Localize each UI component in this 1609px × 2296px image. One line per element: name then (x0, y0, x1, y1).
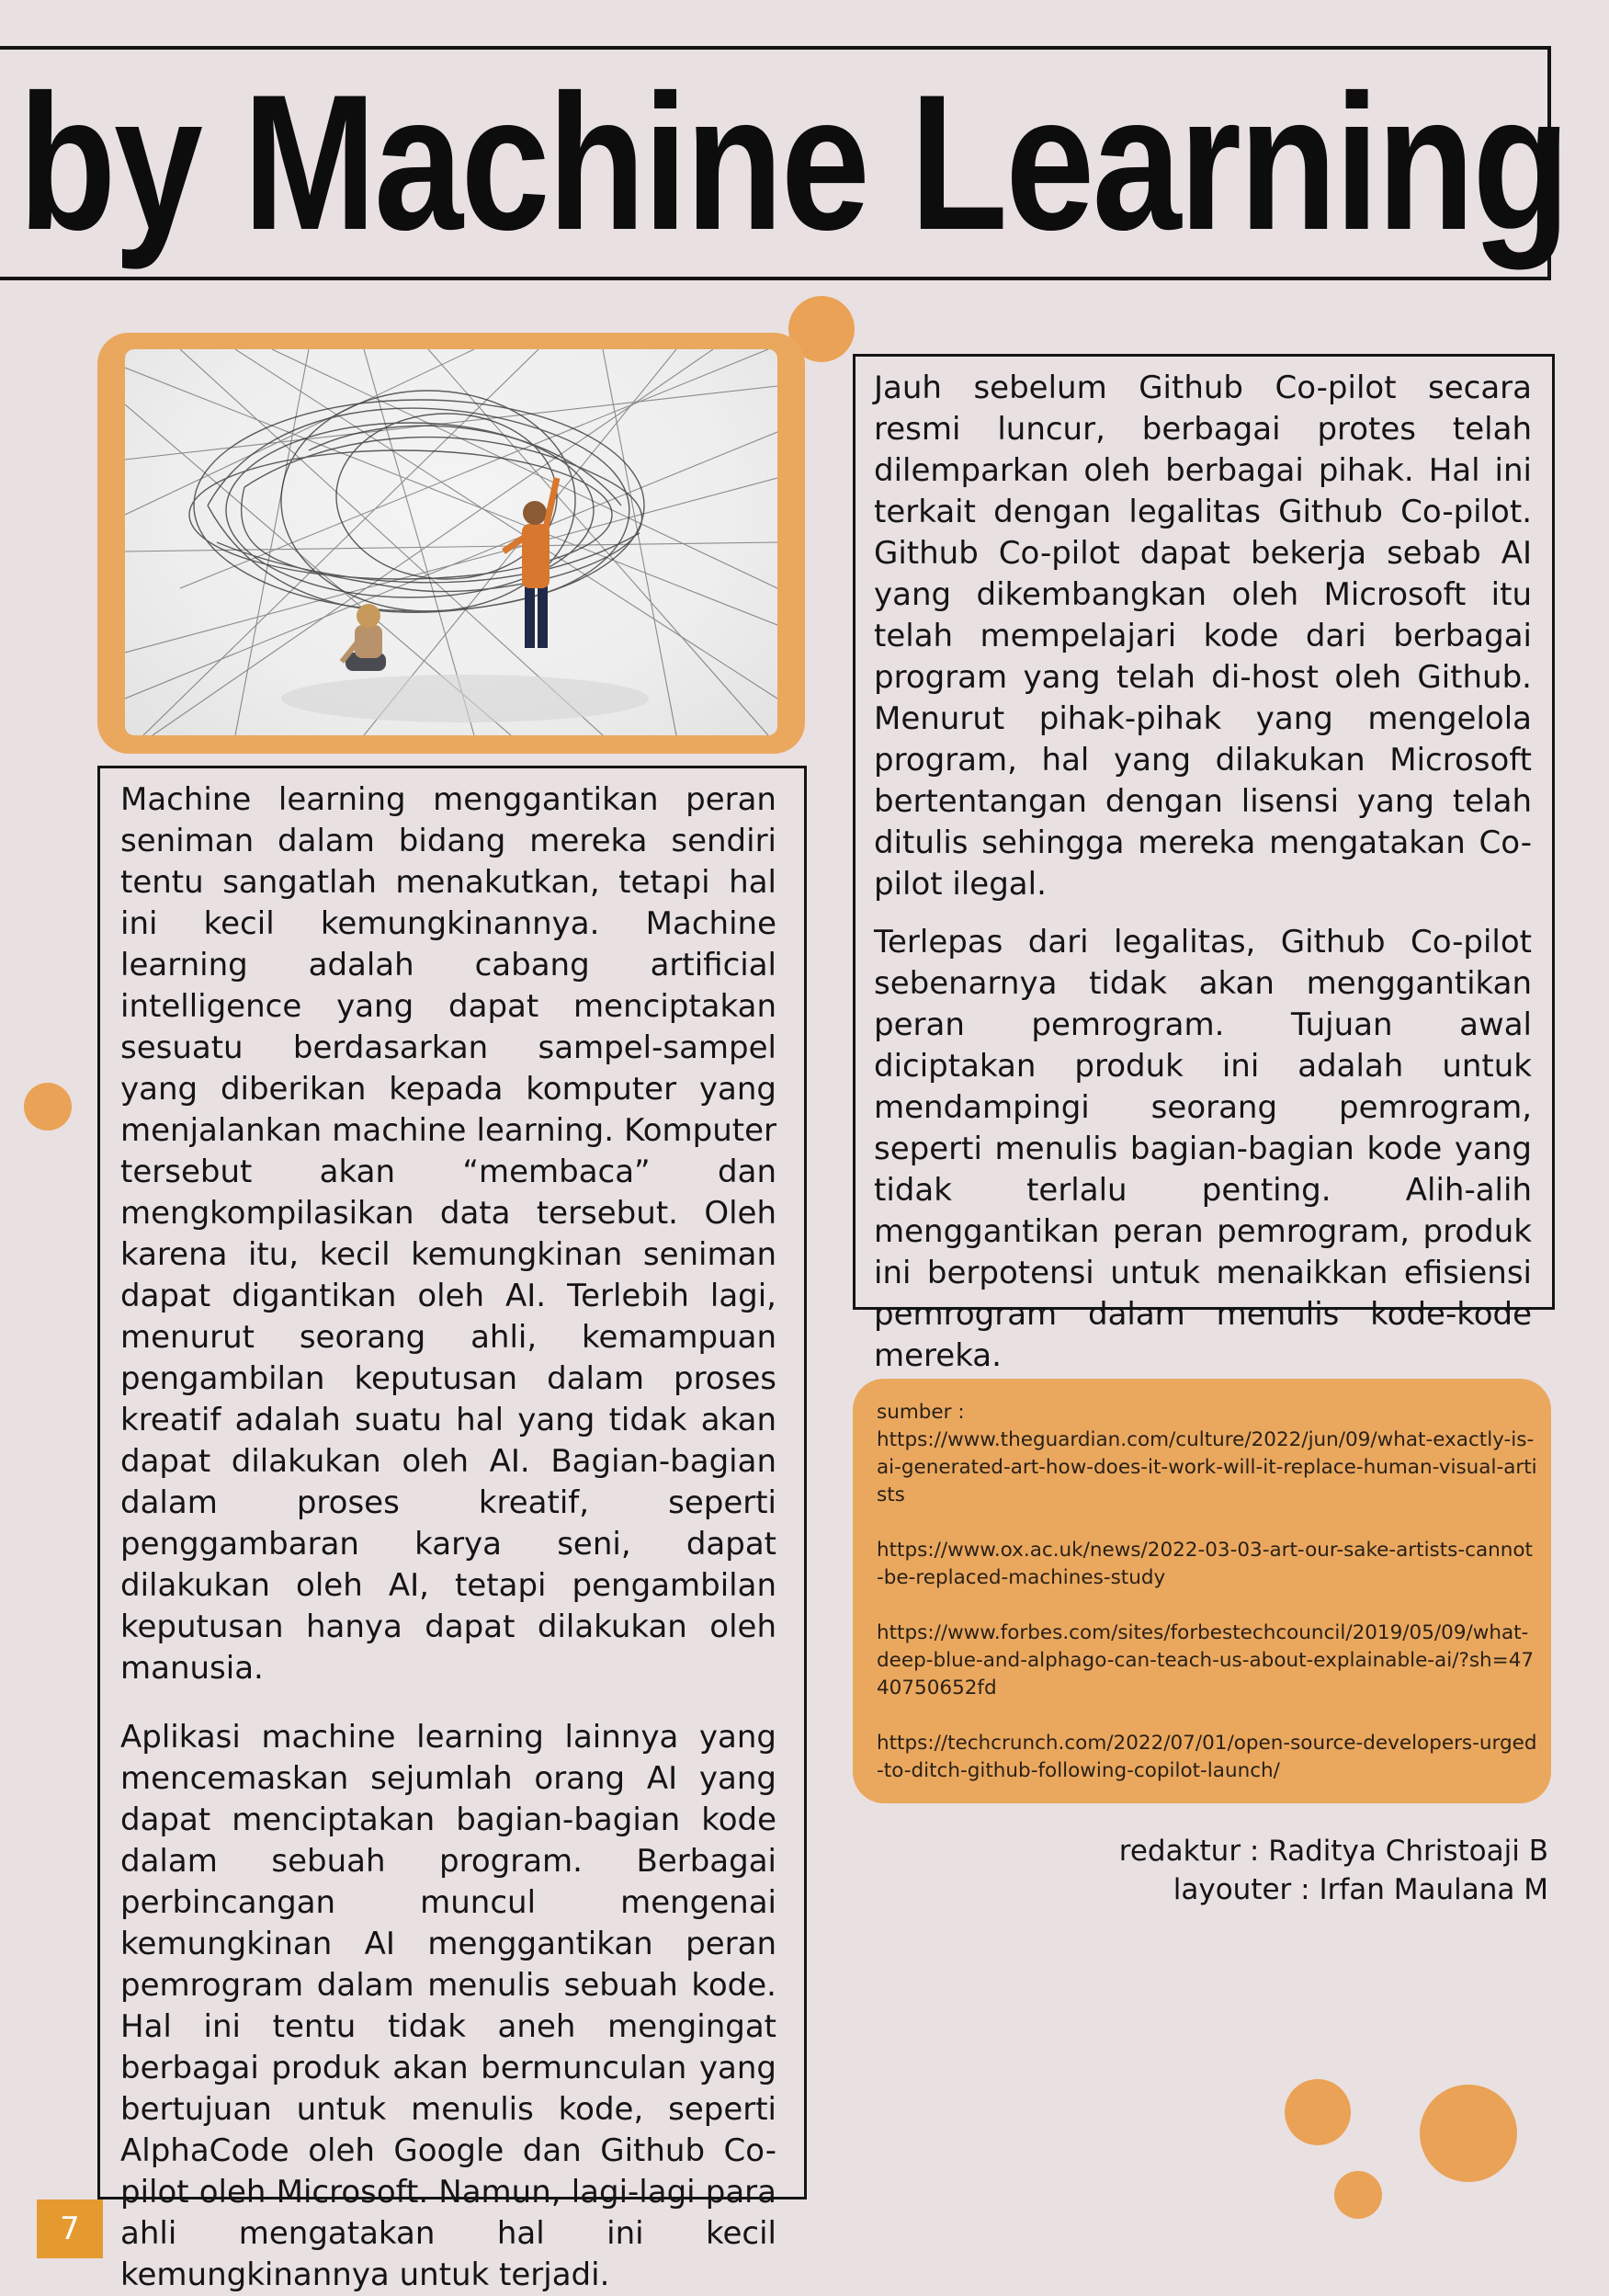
body-paragraph: Machine learning menggantikan peran seniman dalam bidang mereka sendiri tentu sangatlah menakutkan, tetapi hal ini kecil kemungkinannya. Machine learning adalah cabang artificial intelligence yang dapat menciptakan sesuatu berdasarkan sampel-sampel yang diberikan kepada komputer yang menjalankan machine learning. Komputer tersebut akan “membaca” dan mengkompilasikan data tersebut. Oleh karena itu, kecil kemungkinan seniman dapat digantikan oleh AI. Terlebih lagi, menurut seorang ahli, kemampuan pengambilan keputusan dalam proses kreatif adalah suatu hal yang tidak akan dapat dilakukan oleh AI. Bagian-bagian dalam proses kreatif, seperti penggambaran karya seni, dapat dilakukan oleh AI, tetapi pengambilan keputusan hanya dapat dilakukan oleh manusia. (120, 781, 776, 1687)
left-column-text (97, 766, 807, 2293)
source-link[interactable]: https://www.ox.ac.uk/news/2022-03-03-art-our-sake-artists-cannot-be-replaced-machines-study (877, 1539, 1533, 1589)
sources-label: sumber : (877, 1401, 965, 1424)
art-installation-photo (125, 349, 777, 735)
decorative-dot (24, 1083, 72, 1131)
body-paragraph: Terlepas dari legalitas, Github Co-pilot sebenarnya tidak akan menggantikan peran pemrogram. Tujuan awal diciptakan produk ini adalah untuk mendampingi seorang pemrogram, seperti menulis bagian-bagian kode yang tidak terlalu penting. Alih-alih menggantikan peran pemrogram, produk ini berpotensi untuk menaikkan efisiensi pemrogram dalam menulis kode-kode mereka. (874, 924, 1532, 1374)
editor-credit: redaktur : Raditya Christoaji B (1118, 1835, 1548, 1868)
string-web-illustration (125, 349, 777, 735)
child-sitting (342, 604, 386, 671)
photo-frame (97, 333, 805, 754)
body-paragraph: Jauh sebelum Github Co-pilot secara resmi luncur, berbagai protes telah dilemparkan oleh berbagai pihak. Hal ini terkait dengan legalitas Github Co-pilot. Github Co-pilot dapat bekerja sebab AI yang dikembangkan oleh Microsoft itu telah mempelajari kode dari berbagai program yang telah di-host oleh Github. Menurut pihak-pihak yang mengelola program, hal yang dilakukan Microsoft bertentangan dengan lisensi yang telah ditulis sehingga mereka mengatakan Co-pilot ilegal. (874, 369, 1532, 903)
credits (997, 1832, 1548, 1909)
sources-box (853, 1379, 1551, 1803)
decorative-dot (1334, 2171, 1382, 2219)
source-link[interactable]: https://techcrunch.com/2022/07/01/open-source-developers-urged-to-ditch-github-following-copilot-launch/ (877, 1732, 1537, 1782)
source-link[interactable]: https://www.forbes.com/sites/forbestechcouncil/2019/05/09/what-deep-blue-and-alphago-can-teach-us-about-explainable-ai/?sh=4740750652fd (877, 1621, 1535, 1699)
page-title: by Machine Learning (18, 54, 1569, 270)
source-link[interactable]: https://www.theguardian.com/culture/2022/jun/09/what-exactly-is-ai-generated-art-how-does-it-work-will-it-replace-human-visual-artists (877, 1428, 1537, 1506)
body-paragraph: Aplikasi machine learning lainnya yang mencemaskan sejumlah orang AI yang dapat menciptakan bagian-bagian kode dalam sebuah program. Berbagai perbincangan muncul mengenai kemungkinan AI menggantikan peran pemrogram dalam menulis sebuah kode. Hal ini tentu tidak aneh mengingat berbagai produk akan bermunculan yang bertujuan untuk menulis kode, seperti AlphaCode oleh Google dan Github Co-pilot oleh Microsoft. Namun, lagi-lagi para ahli mengatakan hal ini kecil kemungkinannya untuk terjadi. (120, 1719, 776, 2293)
page-number: 7 (37, 2199, 103, 2258)
layouter-credit: layouter : Irfan Maulana M (1173, 1873, 1548, 1906)
right-column-text (853, 354, 1555, 1374)
decorative-dot (1420, 2085, 1517, 2182)
decorative-dot (1285, 2079, 1351, 2145)
